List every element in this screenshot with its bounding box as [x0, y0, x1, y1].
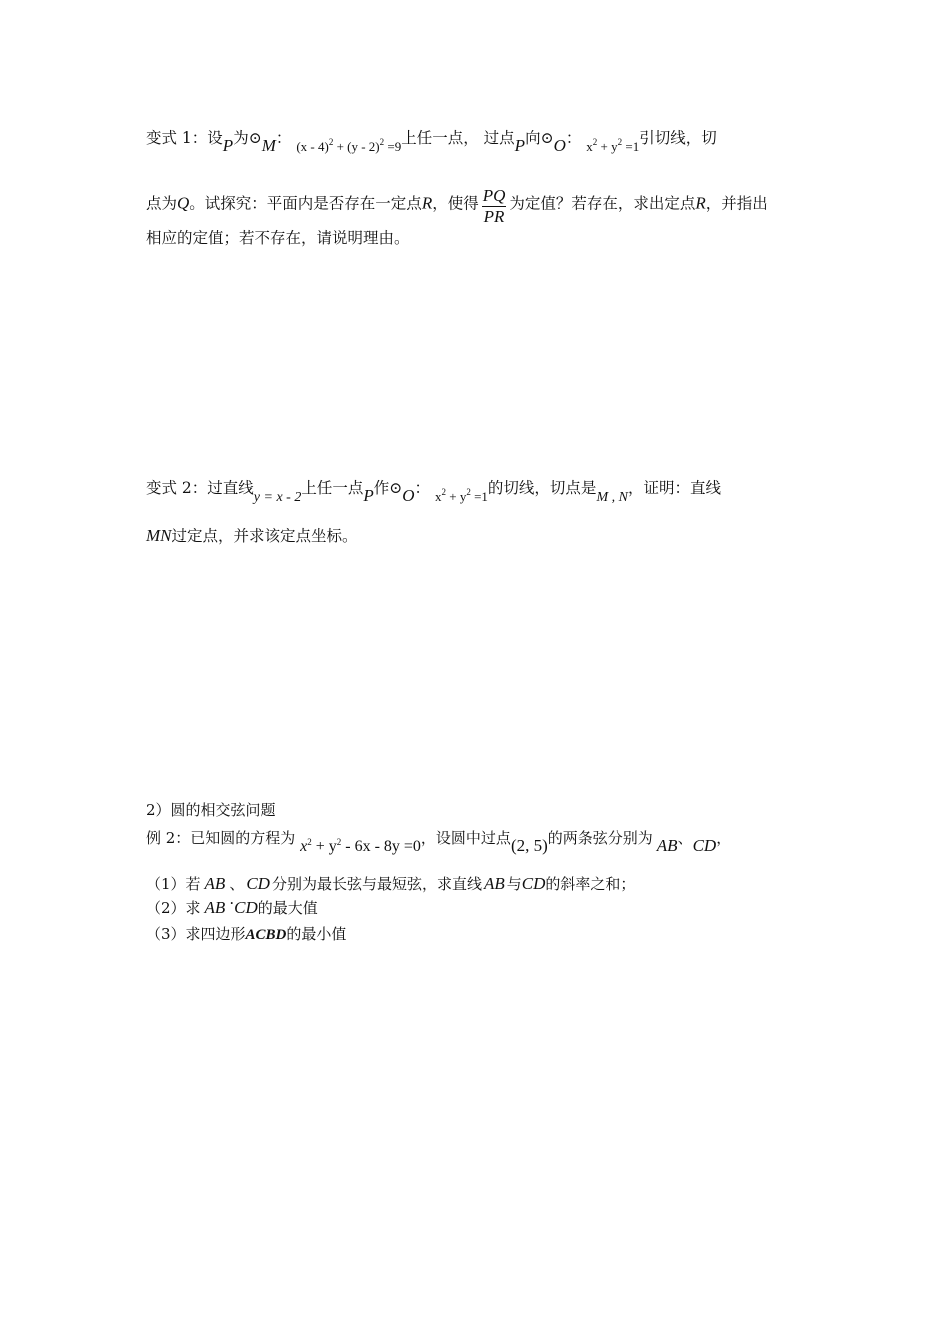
exponent: 2	[328, 137, 334, 147]
circle-O-equation	[586, 139, 639, 154]
circle-M-equation	[296, 139, 401, 154]
text: 过定点，并求该定点坐标。	[171, 527, 358, 545]
circle-M-name: M	[261, 136, 276, 155]
colon: ：	[275, 129, 292, 147]
text: 点为	[146, 194, 178, 213]
question-2	[146, 894, 318, 918]
text: 的最大值	[257, 899, 318, 917]
text: 为定值？若存在，求出定点	[509, 194, 696, 213]
circle-O-name: O	[553, 136, 566, 155]
eq-part: (x - 4)	[296, 139, 329, 154]
point-Q: Q	[177, 193, 190, 213]
exponent: 2	[466, 487, 471, 497]
circle-equation	[300, 838, 421, 855]
chord-CD: CD	[521, 874, 546, 893]
colon: ：	[565, 129, 582, 147]
chord-CD: CD	[234, 898, 258, 917]
text: ，证明：直线	[627, 479, 721, 497]
text: 上任一点	[301, 479, 364, 497]
eq-part: x	[434, 489, 442, 504]
eq-part: x	[586, 139, 593, 154]
point-P: P	[363, 486, 374, 505]
example2-statement	[146, 828, 732, 855]
question-number: （3）求四边形	[146, 925, 246, 943]
exponent: 2	[441, 487, 446, 497]
point-P: P	[222, 136, 234, 155]
separator: 、	[229, 875, 245, 893]
exponent: 2	[379, 137, 385, 147]
variant2-line2	[146, 526, 358, 546]
chord-AB: AB	[204, 898, 226, 917]
exponent: 2	[336, 837, 342, 847]
eq-part: - 6x - 8y =0	[341, 838, 421, 855]
text: 向⊙	[525, 129, 554, 147]
variant1-line1	[146, 128, 717, 155]
text: 作⊙	[373, 479, 403, 497]
example-label: 例 2：已知圆的方程为	[146, 829, 296, 847]
text: ，	[716, 829, 732, 847]
line-MN: MN	[146, 526, 172, 545]
point-P: P	[514, 136, 526, 155]
chord-CD: CD	[692, 836, 717, 855]
question-number: （1）若	[146, 875, 201, 893]
eq-part: + y	[597, 139, 618, 154]
text: 的两条弦分别为	[547, 829, 653, 847]
text: 的切线，切点是	[487, 479, 597, 497]
separator: 、	[677, 829, 693, 847]
variant2-line1	[146, 478, 721, 505]
eq-part: =1	[622, 139, 640, 154]
variant1-line3: 相应的定值；若不存在，请说明理由。	[146, 229, 410, 247]
text: ，使得	[432, 194, 479, 213]
exponent: 2	[307, 837, 312, 847]
section-heading: 2）圆的相交弦问题	[146, 801, 276, 819]
chord-AB: AB	[656, 836, 678, 855]
eq-part: + y	[311, 838, 337, 855]
quadrilateral-ACBD: ACBD	[245, 927, 287, 943]
text: ，并指出	[705, 194, 768, 213]
text: 的最小值	[286, 925, 347, 943]
chord-AB: AB	[483, 874, 505, 893]
line-equation: y = x - 2	[253, 490, 302, 505]
dot-operator: ·	[229, 894, 235, 912]
text: 引切线，切	[639, 129, 717, 147]
point-R: R	[695, 193, 706, 213]
ratio-fraction	[482, 186, 507, 227]
eq-part: x	[300, 838, 308, 855]
circle-O-equation	[435, 489, 488, 504]
text: 上任一点， 过点	[401, 129, 515, 147]
text: ，设圆中过点	[420, 829, 511, 847]
text: 与	[506, 875, 522, 893]
exponent: 2	[592, 137, 598, 147]
chord-AB: AB	[204, 874, 226, 893]
eq-part: + (y - 2)	[333, 139, 380, 154]
point-R: R	[421, 193, 433, 213]
fraction-numerator: PQ	[482, 186, 506, 205]
text: 分别为最长弦与最短弦，求直线	[271, 875, 482, 893]
question-3	[146, 924, 346, 945]
chord-CD: CD	[246, 874, 270, 893]
fraction-denominator: PR	[483, 207, 505, 226]
exponent: 2	[617, 137, 623, 147]
eq-part: =9	[384, 139, 402, 154]
circle-O-name: O	[402, 486, 415, 505]
question-number: （2）求	[146, 899, 201, 917]
fixed-point: (2, 5)	[510, 836, 548, 855]
eq-part: =1	[470, 489, 488, 504]
text: 为⊙	[233, 129, 262, 147]
text: 。试探究：平面内是否存在一定点	[189, 194, 422, 213]
text: 的斜率之和；	[545, 875, 636, 893]
colon: ：	[414, 479, 431, 497]
question-1	[146, 874, 635, 894]
tangent-points: M , N	[596, 490, 628, 505]
variant2-label: 变式 2：过直线	[146, 479, 254, 497]
eq-part: + y	[445, 489, 467, 504]
variant1-line2	[146, 184, 768, 225]
variant1-label: 变式 1：设	[146, 129, 223, 147]
